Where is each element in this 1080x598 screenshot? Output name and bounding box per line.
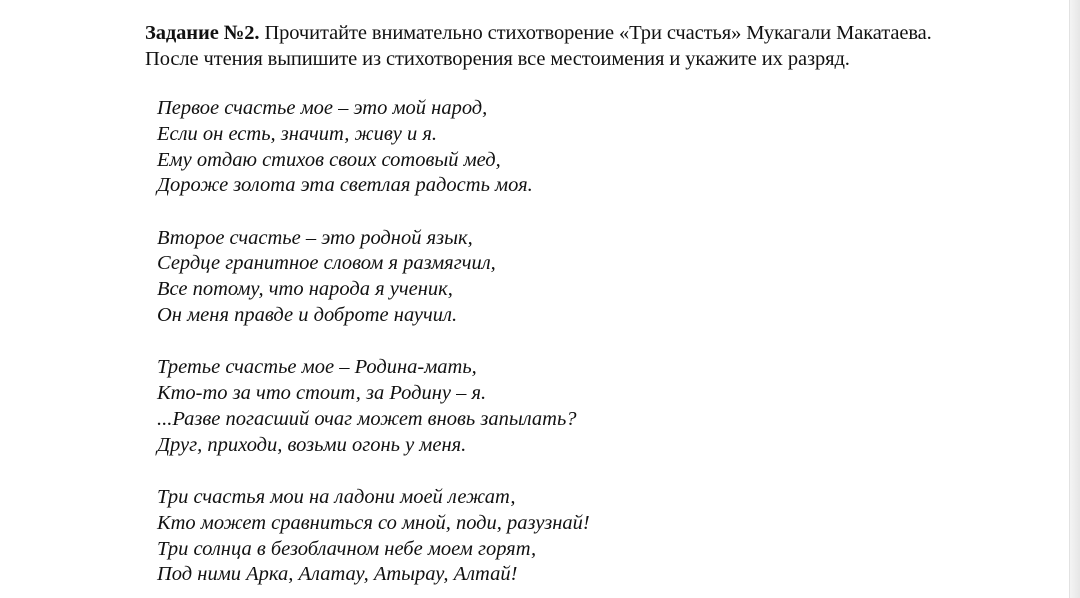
poem-line: Три солнца в безоблачном небе моем горят,: [157, 537, 537, 560]
poem-line: Друг, приходи, возьми огонь у меня.: [157, 433, 467, 456]
poem-line: Если он есть, значит, живу и я.: [157, 122, 438, 145]
poem: [157, 96, 1037, 598]
poem-line: Второе счастье – это родной язык,: [157, 226, 473, 249]
stanza-1: [157, 96, 1037, 199]
poem-line: Три счастья мои на ладони моей лежат,: [157, 486, 516, 509]
stanza-4: [157, 485, 1037, 588]
task-line-1: [145, 20, 1045, 46]
poem-line: Сердце гранитное словом я размягчил,: [157, 252, 496, 275]
poem-line: Все потому, что народа я ученик,: [157, 278, 453, 301]
poem-line: Под ними Арка, Алатау, Атырау, Алтай!: [157, 563, 518, 586]
stanza-3: [157, 355, 1037, 458]
task-text-1: Прочитайте внимательно стихотворение «Три счастья» Мукагали Макатаева.: [259, 22, 932, 44]
poem-line: Ему отдаю стихов своих сотовый мед,: [157, 148, 501, 171]
poem-line: Третье счастье мое – Родина-мать,: [157, 356, 477, 379]
poem-line: Первое счастье мое – это мой народ,: [157, 97, 488, 119]
task-line-2: После чтения выпишите из стихотворения все местоимения и укажите их разряд.: [145, 48, 850, 70]
poem-line: Кто-то за что стоит, за Родину – я.: [157, 382, 487, 405]
task-instructions: [145, 20, 1045, 72]
stanza-2: [157, 226, 1037, 329]
poem-line: Дороже золота эта светлая радость моя.: [157, 174, 533, 197]
task-title: Задание №2.: [145, 22, 260, 44]
poem-line: ...Разве погасший очаг может вновь запылать?: [157, 407, 577, 430]
page-edge-scrollbar: [1069, 0, 1080, 598]
poem-line: Кто может сравниться со мной, поди, разузнай!: [157, 511, 590, 534]
poem-line: Он меня правде и доброте научил.: [157, 304, 458, 327]
